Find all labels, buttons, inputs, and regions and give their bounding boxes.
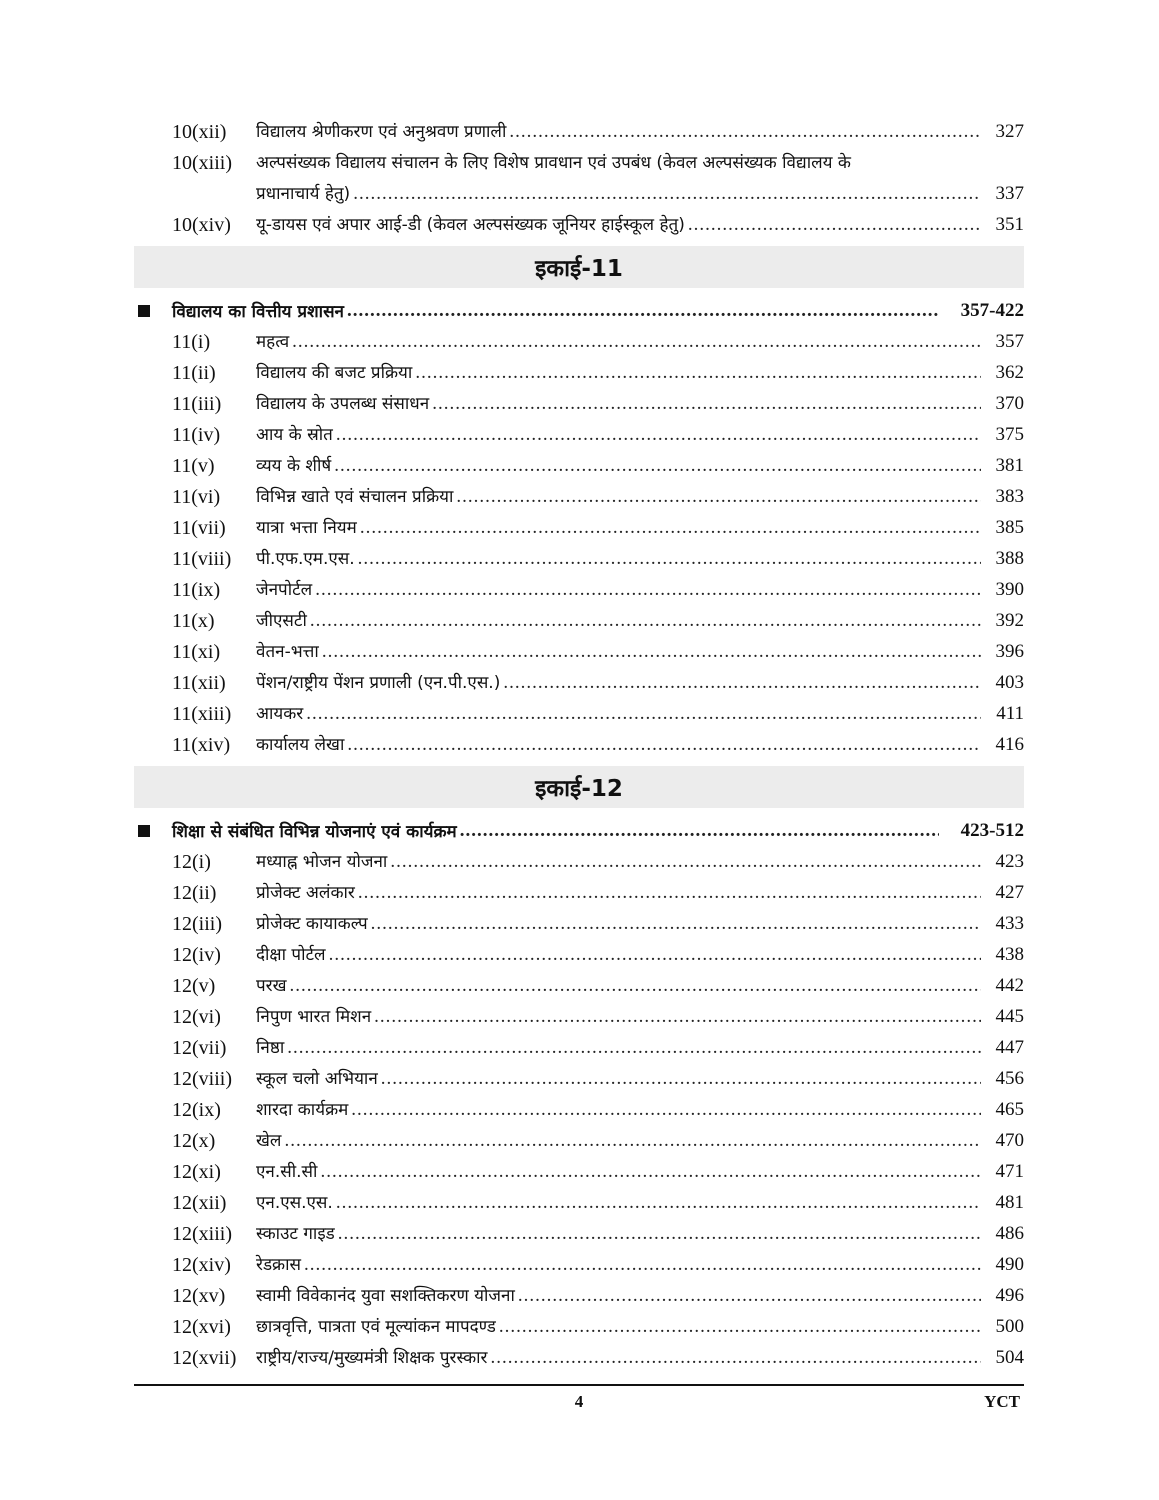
toc-entry: [134, 539, 1024, 570]
section-pages: 423-512: [960, 820, 1024, 841]
entry-code: 12(ix): [172, 1099, 221, 1121]
entry-page: 390: [995, 579, 1024, 600]
dot-leader: [338, 1223, 981, 1245]
entry-code: 11(vi): [172, 486, 221, 508]
entry-code: 10(xiv): [172, 214, 231, 236]
entry-title: यू-डायस एवं अपार आई-डी (केवल अल्पसंख्यक जूनियर हाईस्कूल हेतु): [256, 215, 685, 235]
dot-leader: [358, 548, 981, 570]
entry-code: 12(viii): [172, 1068, 232, 1090]
dot-leader: [347, 734, 981, 756]
section-heading: [134, 810, 1024, 842]
entry-code: 12(xvii): [172, 1347, 237, 1369]
entry-page: 370: [995, 393, 1024, 414]
toc-entries-unit-12: [134, 842, 1024, 1369]
entry-page: 442: [995, 975, 1024, 996]
dot-leader: [371, 913, 981, 935]
entry-title: छात्रवृत्ति, पात्रता एवं मूल्यांकन मापदण्ड: [256, 1317, 496, 1337]
entry-page: 357: [995, 331, 1024, 352]
page-footer: [134, 1384, 1024, 1412]
entry-title: यात्रा भत्ता नियम: [256, 518, 357, 538]
entry-page: 423: [995, 851, 1024, 872]
dot-leader: [460, 820, 939, 842]
dot-leader: [456, 486, 981, 508]
dot-leader: [287, 1037, 981, 1059]
toc-entry: [134, 1152, 1024, 1183]
entry-title: मध्याह्न भोजन योजना: [256, 852, 388, 872]
dot-leader: [292, 331, 981, 353]
toc-entry: [134, 1307, 1024, 1338]
dot-leader: [315, 579, 981, 601]
entry-page: 438: [995, 944, 1024, 965]
toc-entry: [134, 873, 1024, 904]
section-pages: 357-422: [960, 300, 1024, 321]
entry-code: 12(vii): [172, 1037, 227, 1059]
entry-title: स्वामी विवेकानंद युवा सशक्तिकरण योजना: [256, 1286, 515, 1306]
entry-title: निष्ठा: [256, 1038, 285, 1058]
entry-code: 12(i): [172, 851, 211, 873]
dot-leader: [320, 1161, 981, 1183]
entry-title: आयकर: [256, 704, 304, 724]
dot-leader: [499, 1316, 981, 1338]
toc-entry: [134, 1090, 1024, 1121]
entry-page: 445: [995, 1006, 1024, 1027]
dot-leader: [310, 610, 981, 632]
dot-leader: [347, 300, 939, 322]
entry-page: 427: [995, 882, 1024, 903]
dot-leader: [336, 424, 981, 446]
dot-leader: [509, 121, 981, 143]
dot-leader: [353, 183, 981, 205]
dot-leader: [360, 517, 981, 539]
entry-code: 11(iv): [172, 424, 221, 446]
toc-entries-unit-10: [134, 112, 1024, 236]
toc-entry: [134, 112, 1024, 143]
toc-entry: [134, 663, 1024, 694]
entry-title: एन.सी.सी: [256, 1162, 318, 1182]
toc-entry: [134, 904, 1024, 935]
entry-title: शारदा कार्यक्रम: [256, 1100, 349, 1120]
entry-code: 12(xvi): [172, 1316, 231, 1338]
entry-title: आय के स्रोत: [256, 425, 333, 445]
entry-title: विभिन्न खाते एवं संचालन प्रक्रिया: [256, 487, 454, 507]
toc-entry: [134, 842, 1024, 873]
toc-entry: [134, 1245, 1024, 1276]
entry-code: 11(i): [172, 331, 211, 353]
toc-entry: [134, 1028, 1024, 1059]
entry-title: व्यय के शीर्ष: [256, 456, 332, 476]
entry-code: 11(v): [172, 455, 215, 477]
entry-title: प्रोजेक्ट अलंकार: [256, 883, 355, 903]
entry-code: 11(iii): [172, 393, 222, 415]
toc-entry: [134, 446, 1024, 477]
section-heading: [134, 290, 1024, 322]
toc-entry: [134, 1059, 1024, 1090]
dot-leader: [374, 1006, 981, 1028]
toc-entry: [134, 1276, 1024, 1307]
entry-page: 327: [995, 121, 1024, 142]
dot-leader: [306, 703, 981, 725]
toc-entries-unit-11: [134, 322, 1024, 756]
entry-title: खेल: [256, 1131, 282, 1151]
dot-leader: [390, 851, 981, 873]
entry-title: एन.एस.एस.: [256, 1193, 333, 1213]
entry-title: अल्पसंख्यक विद्यालय संचालन के लिए विशेष प्रावधान एवं उपबंध (केवल अल्पसंख्यक विद्यालय के: [256, 153, 851, 173]
toc-entry: [134, 1214, 1024, 1245]
toc-entry: [134, 415, 1024, 446]
toc-entry: [134, 725, 1024, 756]
entry-page: 456: [995, 1068, 1024, 1089]
entry-title: वेतन-भत्ता: [256, 642, 319, 662]
dot-leader: [284, 1130, 981, 1152]
dot-leader: [358, 882, 981, 904]
entry-page: 351: [995, 214, 1024, 235]
entry-title: राष्ट्रीय/राज्य/मुख्यमंत्री शिक्षक पुरस्कार: [256, 1348, 488, 1368]
toc-entry: [134, 1183, 1024, 1214]
entry-title: महत्व: [256, 332, 290, 352]
entry-title: पी.एफ.एम.एस.: [256, 549, 355, 569]
entry-title: स्काउट गाइड: [256, 1224, 335, 1244]
entry-title: जेनपोर्टल: [256, 580, 313, 600]
entry-page: 486: [995, 1223, 1024, 1244]
dot-leader: [290, 975, 981, 997]
dot-leader: [334, 455, 981, 477]
entry-code: 11(ix): [172, 579, 221, 601]
entry-page: 447: [995, 1037, 1024, 1058]
entry-code: 11(vii): [172, 517, 226, 539]
entry-code: 12(iv): [172, 944, 221, 966]
entry-page: 471: [995, 1161, 1024, 1182]
entry-code: 12(v): [172, 975, 216, 997]
toc-page: [134, 112, 1024, 1369]
brand-label: YCT: [984, 1392, 1020, 1411]
entry-page: 490: [995, 1254, 1024, 1275]
toc-entry: [134, 966, 1024, 997]
entry-page: 381: [995, 455, 1024, 476]
entry-code: 12(x): [172, 1130, 216, 1152]
entry-code: 10(xiii): [172, 152, 232, 174]
entry-title: प्रोजेक्ट कायाकल्प: [256, 914, 368, 934]
square-bullet-icon: [138, 825, 150, 837]
toc-entry: [134, 935, 1024, 966]
entry-page: 375: [995, 424, 1024, 445]
square-bullet-icon: [138, 305, 150, 317]
dot-leader: [322, 641, 981, 663]
dot-leader: [336, 1192, 981, 1214]
entry-page: 500: [995, 1316, 1024, 1337]
entry-code: 11(xi): [172, 641, 221, 663]
entry-page: 403: [995, 672, 1024, 693]
entry-page: 385: [995, 517, 1024, 538]
toc-entry: [134, 1121, 1024, 1152]
entry-code: 11(xiv): [172, 734, 231, 756]
entry-code: 12(xi): [172, 1161, 221, 1183]
entry-title: परख: [256, 976, 287, 996]
dot-leader: [503, 672, 981, 694]
toc-entry: [134, 997, 1024, 1028]
toc-entry: [134, 601, 1024, 632]
dot-leader: [329, 944, 981, 966]
unit-heading: इकाई-11: [134, 246, 1024, 288]
entry-code: 12(iii): [172, 913, 222, 935]
entry-page: 337: [995, 183, 1024, 204]
entry-title: पेंशन/राष्ट्रीय पेंशन प्रणाली (एन.पी.एस.): [256, 673, 501, 693]
toc-entry: [134, 205, 1024, 236]
entry-page: 433: [995, 913, 1024, 934]
entry-title: स्कूल चलो अभियान: [256, 1069, 378, 1089]
toc-entry: [134, 143, 1024, 174]
entry-page: 411: [996, 703, 1024, 724]
entry-page: 496: [995, 1285, 1024, 1306]
dot-leader: [415, 362, 981, 384]
dot-leader: [518, 1285, 981, 1307]
entry-code: 11(xiii): [172, 703, 232, 725]
toc-entry: [134, 1338, 1024, 1369]
toc-entry: [134, 353, 1024, 384]
entry-code: 12(xii): [172, 1192, 227, 1214]
toc-entry-continuation: [134, 174, 1024, 205]
toc-entry: [134, 384, 1024, 415]
dot-leader: [491, 1347, 981, 1369]
entry-title: रेडक्रास: [256, 1255, 301, 1275]
entry-page: 504: [995, 1347, 1024, 1368]
entry-code: 10(xii): [172, 121, 227, 143]
entry-title: विद्यालय श्रेणीकरण एवं अनुश्रवण प्रणाली: [256, 122, 507, 142]
dot-leader: [304, 1254, 981, 1276]
toc-entry: [134, 694, 1024, 725]
entry-page: 465: [995, 1099, 1024, 1120]
dot-leader: [351, 1099, 981, 1121]
entry-code: 11(viii): [172, 548, 232, 570]
dot-leader: [381, 1068, 981, 1090]
entry-code: 12(vi): [172, 1006, 221, 1028]
page-number: 4: [574, 1392, 584, 1411]
section-title: विद्यालय का वित्तीय प्रशासन: [172, 302, 344, 322]
entry-code: 12(ii): [172, 882, 217, 904]
entry-code: 11(xii): [172, 672, 226, 694]
entry-page: 362: [995, 362, 1024, 383]
entry-code: 11(x): [172, 610, 215, 632]
entry-page: 388: [995, 548, 1024, 569]
entry-page: 383: [995, 486, 1024, 507]
entry-title: विद्यालय की बजट प्रक्रिया: [256, 363, 413, 383]
entry-title-continued: प्रधानाचार्य हेतु): [256, 184, 351, 204]
toc-entry: [134, 508, 1024, 539]
entry-page: 396: [995, 641, 1024, 662]
toc-entry: [134, 477, 1024, 508]
toc-entry: [134, 632, 1024, 663]
toc-entry: [134, 322, 1024, 353]
entry-page: 470: [995, 1130, 1024, 1151]
entry-code: 11(ii): [172, 362, 216, 384]
entry-code: 12(xiii): [172, 1223, 232, 1245]
unit-heading: इकाई-12: [134, 766, 1024, 808]
entry-code: 12(xiv): [172, 1254, 231, 1276]
dot-leader: [432, 393, 981, 415]
entry-title: दीक्षा पोर्टल: [256, 945, 326, 965]
entry-title: विद्यालय के उपलब्ध संसाधन: [256, 394, 430, 414]
entry-title: जीएसटी: [256, 611, 307, 631]
toc-entry: [134, 570, 1024, 601]
section-title: शिक्षा से संबंधित विभिन्न योजनाएं एवं कार्यक्रम: [172, 822, 457, 842]
entry-title: निपुण भारत मिशन: [256, 1007, 372, 1027]
entry-title: कार्यालय लेखा: [256, 735, 345, 755]
entry-page: 416: [995, 734, 1024, 755]
entry-page: 481: [995, 1192, 1024, 1213]
entry-page: 392: [995, 610, 1024, 631]
dot-leader: [688, 214, 981, 236]
entry-code: 12(xv): [172, 1285, 226, 1307]
